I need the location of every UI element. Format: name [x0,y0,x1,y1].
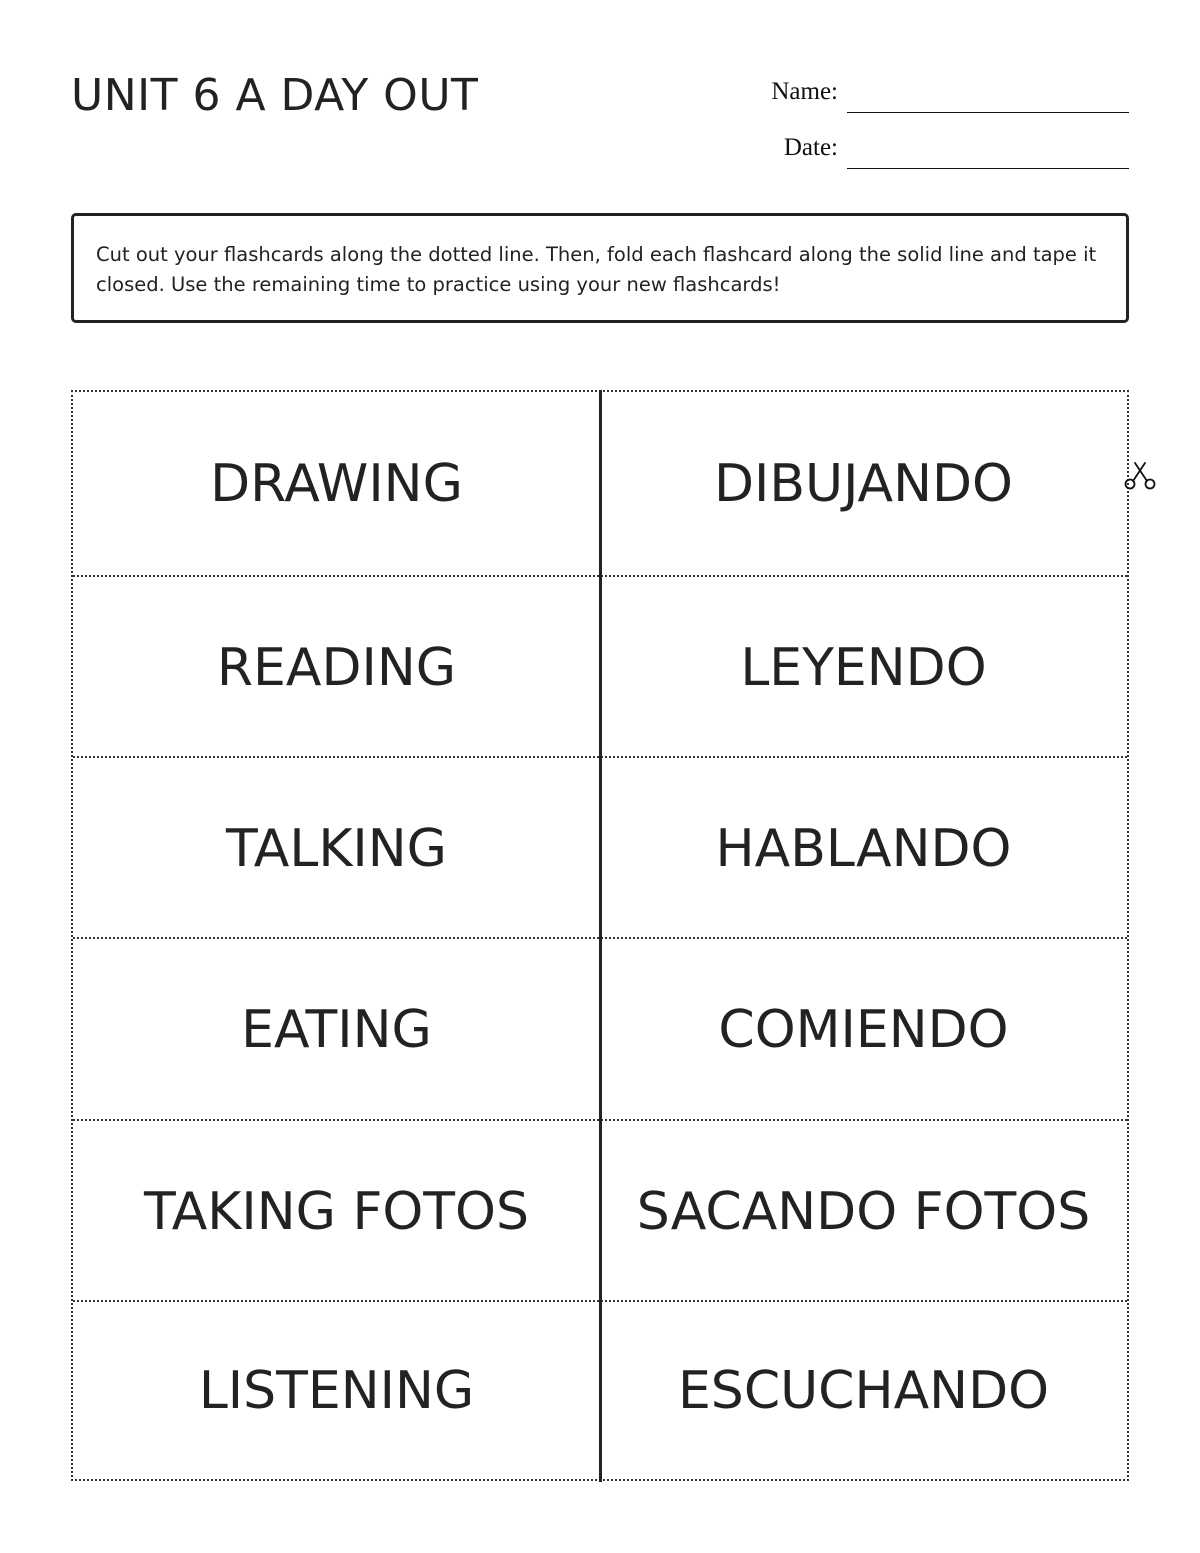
flashcard-english: DRAWING [210,453,463,514]
name-label: Name: [771,78,838,105]
flashcard-spanish: HABLANDO [715,818,1012,879]
flashcard-grid [71,390,1129,1481]
instructions-text: Cut out your flashcards along the dotted line. Then, fold each flashcard along the solid line and tape it closed. Use the remaining time to practice using your new flashcards! [96,243,1097,296]
flashcard-english: LISTENING [198,1361,475,1421]
flashcard-english: EATING [241,1000,432,1060]
name-line [847,112,1129,113]
instructions-box [71,213,1129,323]
date-label: Date: [783,134,838,161]
flashcard-spanish: COMIENDO [718,1000,1009,1060]
flashcard-spanish: ESCUCHANDO [677,1361,1050,1421]
flashcard-spanish: LEYENDO [740,637,987,698]
fold-line [599,390,602,1482]
date-line [847,168,1129,169]
scissors-icon [1123,460,1157,494]
flashcard-spanish: DIBUJANDO [714,453,1013,514]
flashcard-spanish: SACANDO FOTOS [636,1181,1091,1242]
flashcard-english: TALKING [226,818,447,879]
page-title: UNIT 6 A DAY OUT [71,70,479,121]
flashcard-english: TAKING FOTOS [144,1181,529,1242]
flashcard-english: READING [216,637,457,698]
